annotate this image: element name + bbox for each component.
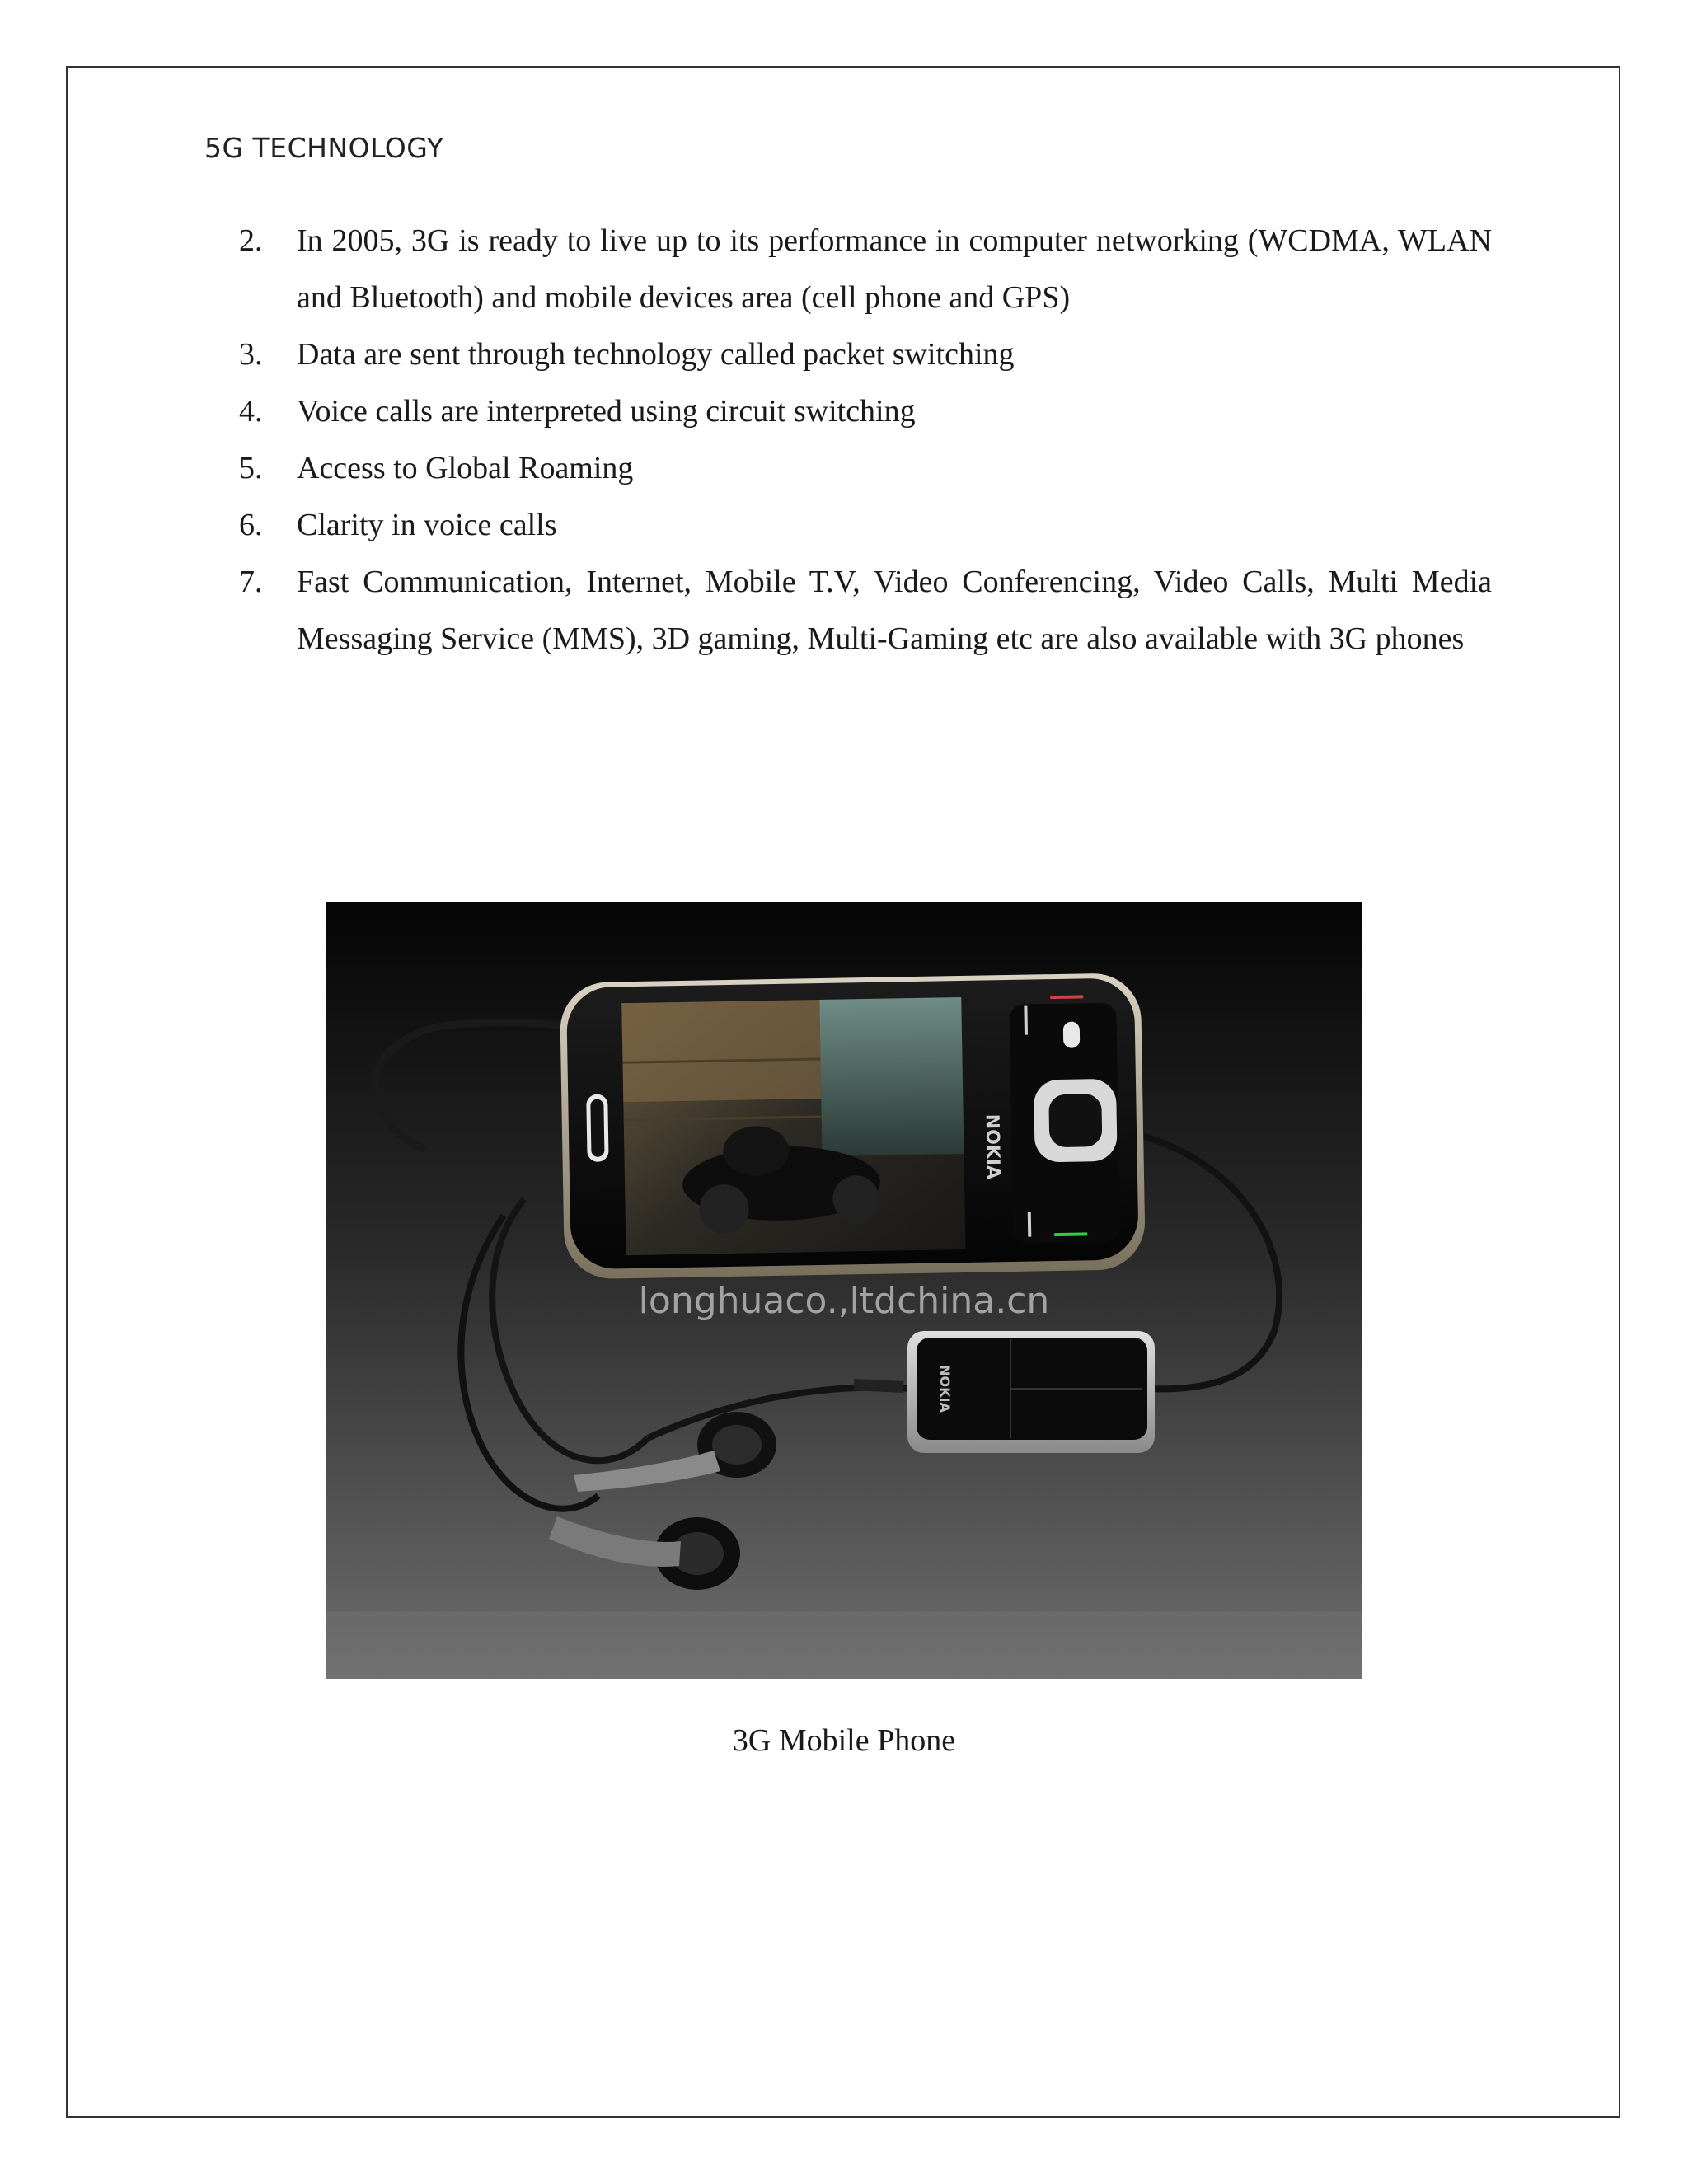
- list-item-number: 3.: [239, 337, 263, 372]
- list-item: [239, 497, 1492, 554]
- list-item-text: Fast Communication, Internet, Mobile T.V, Video Conferencing, Video Calls, Multi Media Messaging Service (MMS), 3D gaming, Multi-Gaming etc are also available with 3G phones: [297, 565, 1492, 656]
- list-item-number: 4.: [239, 394, 263, 429]
- list-item: [239, 554, 1492, 668]
- list-item-text: Clarity in voice calls: [297, 508, 557, 542]
- list-item-number: 7.: [239, 565, 263, 599]
- phone-brand: NOKIA: [981, 1113, 1004, 1180]
- remote-brand: NOKIA: [937, 1365, 953, 1413]
- list-item-text: Voice calls are interpreted using circuit switching: [297, 394, 916, 429]
- phone-photo: [326, 902, 1362, 1679]
- list-item-text: Data are sent through technology called packet switching: [297, 337, 1015, 372]
- list-item-number: 5.: [239, 451, 263, 485]
- feature-list: [239, 213, 1492, 668]
- list-item: [239, 383, 1492, 440]
- list-item-number: 2.: [239, 223, 263, 258]
- list-item: [239, 326, 1492, 383]
- running-header: 5G TECHNOLOGY: [204, 132, 444, 164]
- list-item-text: In 2005, 3G is ready to live up to its performance in computer networking (WCDMA, WLAN and Bluetooth) and mobile devices area (cell phone and GPS): [297, 223, 1492, 315]
- list-item-number: 6.: [239, 508, 263, 542]
- figure-caption: 3G Mobile Phone: [732, 1723, 956, 1758]
- list-item: [239, 440, 1492, 497]
- watermark: longhuaco.,ltdchina.cn: [638, 1280, 1050, 1322]
- list-item-text: Access to Global Roaming: [297, 451, 634, 485]
- list-item: [239, 213, 1492, 326]
